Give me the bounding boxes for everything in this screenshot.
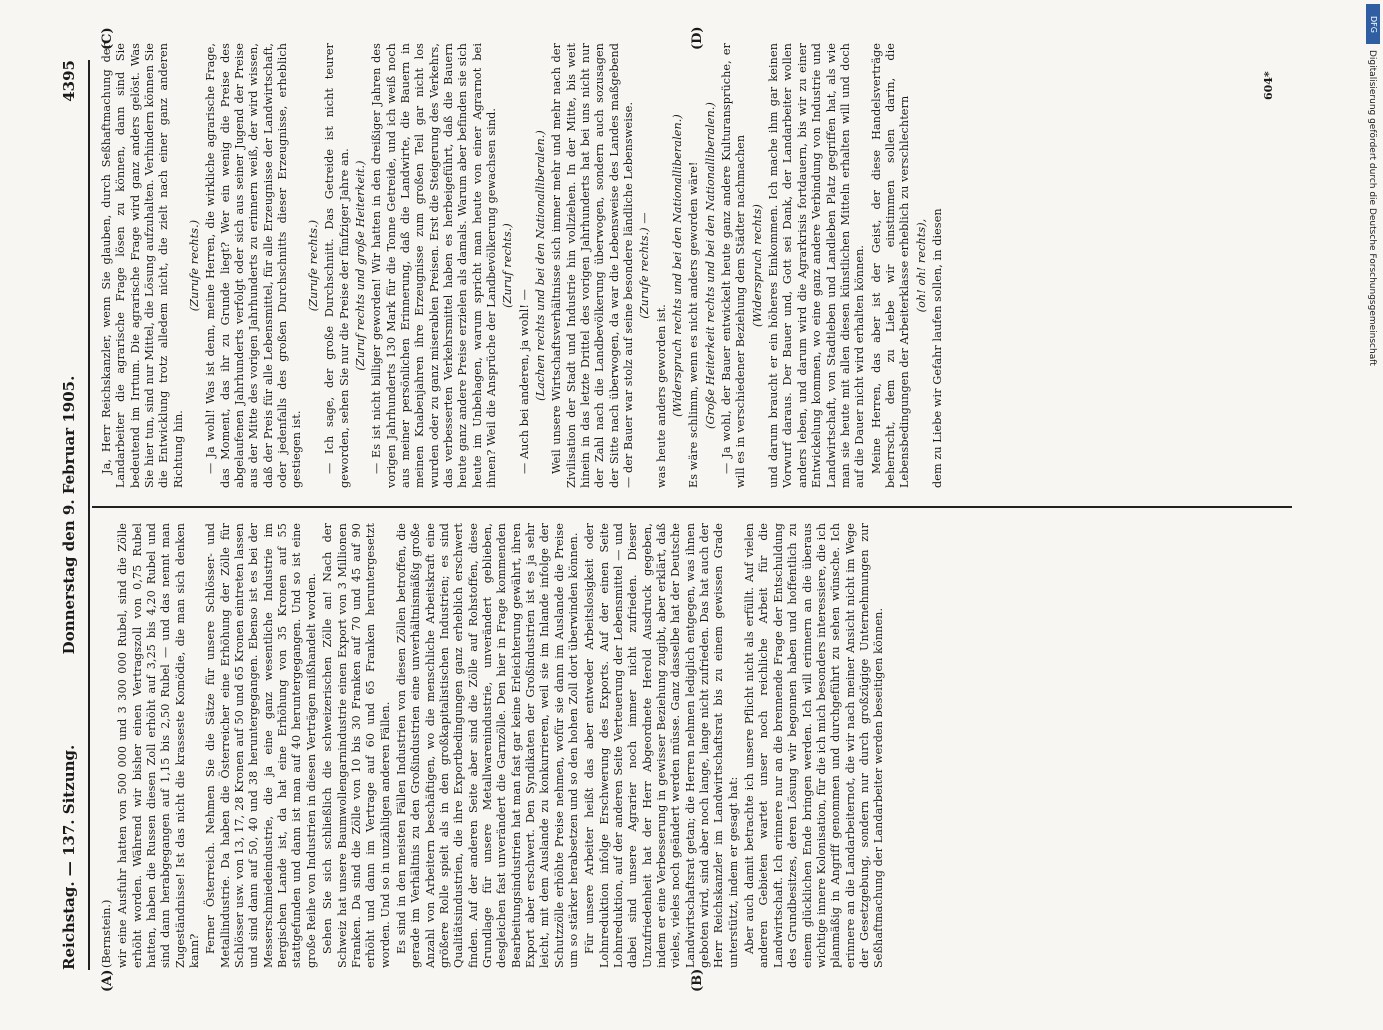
paragraph: Sehen Sie sich schließlich die schweizerischen Zölle an! Nach der Schweiz hat unsere Baumwollengarnindustrie einen Export von 3 Millionen Franken. Da sind die Zölle von 10 bis 30 Franken auf 70 und 45 auf 90 erhöht und dann im Vertrage auf 60 und 65 Franken heruntergesetzt worden. Und so in unzähligen anderen Fällen. (321, 523, 392, 968)
digitization-credit-text: Digitalisierung gefördert durch die Deutsche Forschungsgemeinschaft (1367, 50, 1377, 366)
paragraph: — Auch bei anderen, ja wohl! — (517, 289, 531, 474)
interjection: (Zuruf rechts und große Heiterkeit.) (353, 160, 367, 371)
right-column (100, 43, 947, 488)
paragraph: Für unsere Arbeiter heißt das aber entweder Arbeitslosigkeit oder Lohnreduktion infolge Erschwerung des Exports. Auf der einen Seite Lohnreduktion, auf der anderen Seite Verteuerung der Lebensmittel — und dabei sind unsere Agrarier noch immer nicht zufrieden. Dieser Unzufriedenheit hat der Herr Abgeordnete Herold Ausdruck gegeben, indem er eine Verbesserung in gewisser Beziehung zugibt, aber erklärt, daß vieles, vieles noch geändert werden müsse. Ganz dasselbe hat der Deutsche Landwirtschaftsrat getan; die Herren nehmen lediglich entgegen, was ihnen geboten wird, sind aber noch lange, lange nicht zufrieden. Das hat auch der Herr Reichskanzler im Landwirtschaftsrat bis zu einem gewissen Grade unterstützt, indem er gesagt hat: (583, 523, 740, 968)
header-title: Reichstag. — 137. Sitzung. (60, 744, 78, 970)
paragraph: wir eine Ausfuhr hatten von 500 000 und 3 300 000 Rubel, sind die Zölle erhöht worden. Während wir bisher einen Vertragszoll von 0,75 Rubel hatten, haben die Russen diesen Zoll erhöht auf 3,25 bis 4,20 Rubel und sind dann herabgegangen auf 1,15 bis 2,50 Rubel — und das nennt man Zugeständnisse! Ist das nicht die krasseste Komödie, die man sich denken kann? (116, 523, 202, 968)
margin-marker-c: (C) (100, 27, 115, 50)
column-divider (92, 506, 1292, 508)
speaker-label: (Bernstein.) (100, 899, 113, 968)
page-header (50, 60, 90, 970)
paragraph: — Ja wohl, der Bauer entwickelt heute ganz andere Kulturansprüche, er will es in verschiedener Beziehung dem Städter nachmachen (720, 43, 748, 488)
paragraph: dem zu Liebe wir Gefahr laufen sollen, in diesen (930, 208, 944, 488)
interjection: (Lachen rechts und bei den Nationalliberalen.) (533, 130, 547, 401)
paragraph: was heute anders geworden ist. (654, 304, 668, 488)
interjection: (Zuruf rechts.) (501, 223, 515, 308)
paragraph: — Ich sage, der große Durchschnitt. Das Getreide ist nicht teurer geworden, sehen Sie nur die Preise der fünfziger Jahre an. (323, 43, 351, 488)
margin-marker-b: (B) (690, 968, 705, 992)
dfg-logo: DFG (1366, 4, 1380, 44)
digitization-credit (1365, 50, 1379, 1030)
interjection: (Zurufe rechts.) (188, 219, 202, 312)
page-number: 4395 (60, 60, 78, 102)
interjection: (Große Heiterkeit rechts und bei den Nationalliberalen.) (703, 102, 717, 429)
paragraph: Aber auch damit betrachte ich unsere Pflicht nicht als erfüllt. Auf vielen anderen Gebieten wartet unser noch reichliche Arbeit für die Landwirtschaft. Ich erinnere nur an die brennende Frage der Entschuldung des Grundbesitzes, deren Lösung wir begonnen haben und hoffentlich zu einem glücklichen Ende bringen werden. Ich will erinnern an die überaus wichtige innere Kolonisation, für die ich mich besonders interessiere, die ich planmäßig in Angriff genommen und durchgeführt zu sehen wünsche. Ich erinnere an die Landarbeiternot, die wir nach meiner Ansicht nicht im Wege der Gesetzgebung, sondern nur durch großzügige Unternehmungen zur Seßhaftmachung der Landarbeiter werden beseitigen können. (743, 523, 886, 968)
margin-marker-d: (D) (690, 26, 705, 50)
header-rule (88, 60, 90, 970)
paragraph: Ja, Herr Reichskanzler, wenn Sie glauben, durch Seßhaftmachung der Landarbeiter die agrarische Frage lösen zu können, dann sind Sie bedeutend im Irrtum. Die agrarische Frage wird ganz anders gelöst. Was Sie hier tun, sind nur Mittel, die Lösung aufzuhalten. Verhindern können Sie die Entwicklung trotz alledem nicht, die zielt nach einer ganz anderen Richtung hin. (100, 43, 185, 488)
interjection: (Zurufe rechts.) (306, 219, 320, 312)
paragraph: und darum braucht er ein höheres Einkommen. Ich mache ihm gar keinen Vorwurf daraus. Der Bauer und, Gott sei Dank, der Landarbeiter wollen anders leben, und darum wird die Agrarkrisis fortdauern, bis wir zu einer Entwickelung kommen, wo eine ganz andere Verbindung von Industrie und Landwirtschaft, von Stadtleben und Landleben Platz gegriffen hat, als wie man sie heute mit allen diesen künstlichen Mitteln erhalten will und doch auf die Dauer nicht wird erhalten können. (767, 43, 867, 488)
interjection: (Widerspruch rechts) (750, 204, 764, 327)
signature-mark: 604* (1262, 71, 1275, 100)
paragraph: Es wäre schlimm, wenn es nicht anders geworden wäre! (687, 161, 701, 488)
paragraph: Es sind in den meisten Fällen Industrien von diesen Zöllen betroffen, die gerade im Verhältnis zu den Großindustrien eine unverhältnismäßig große Anzahl von Arbeitern beschäftigen, wo die menschliche Arbeitskraft eine größere Rolle spielt als in den großkapitalistischen Industrien; es sind Qualitätsindustrien, die ihre Exportbedingungen ganz erheblich erschwert finden. Auf der anderen Seite aber sind die Zölle auf Rohstoffen, diese Grundlage für unsere Metallwarenindustrie, unverändert geblieben, desgleichen fast unverändert die Garnzölle. Den hier in Frage kommenden Bearbeitungsindustrien hat man fast gar keine Erleichterung gewährt, ihren Export aber erschwert. Den Syndikaten der Großindustrien ist es ja sehr leicht, mit dem Auslande zu konkurrieren, weil sie im Inlande infolge der Schutzzölle erhöhte Preise nehmen, wofür sie dann im Auslande die Preise um so stärker herabsetzen und so den hohen Zoll dort überwinden können. (394, 523, 580, 968)
header-date: Donnerstag den 9. Februar 1905. (60, 375, 78, 655)
interjection: (Widerspruch rechts und bei den Nationalliberalen.) (671, 114, 685, 417)
paragraph: Meine Herren, das aber ist der Geist, der diese Handelsverträge beherrscht, dem zu Liebe wir einstimmen sollen darin, die Lebensbedingungen der Arbeiterklasse erheblich zu verschlechtern (869, 43, 912, 488)
paragraph: — Ja wohl! Was ist denn, meine Herren, die wirkliche agrarische Frage, das Moment, das ihr zu Grunde liegt? Wer ein wenig die Preise des abgelaufenen Jahrhunderts verfolgt oder sich aus seiner Jugend der Preise aus der Mitte des vorigen Jahrhunderts zu erinnern weiß, der wird wissen, daß der Preis für alle Lebensmittel, für alle Erzeugnisse der Landwirtschaft, oder jedenfalls des großen Durchschnitts dieser Erzeugnisse, erheblich gestiegen ist. (204, 43, 304, 488)
margin-marker-a: (A) (100, 969, 115, 992)
paragraph: Ferner Österreich. Nehmen Sie die Sätze für unsere Schlösser- und Metallindustrie. Da haben die Österreicher eine Erhöhung der Zölle für Schlösser usw. von 13, 17, 28 Kronen auf 50 und 65 Kronen eintreten lassen und sind dann auf 50, 40 und 38 heruntergegangen. Ebenso ist es bei der Messerschmiedeindustrie, die ja eine ganz wesentliche Industrie im Bergischen Lande ist, da hat eine Erhöhung von 35 Kronen auf 55 stattgefunden und dann ist man auf 40 heruntergegangen. Und so ist eine große Reihe von Industrien in diesen Verträgen mißhandelt worden. (204, 523, 318, 968)
interjection: (oh! oh! rechts), (914, 218, 928, 313)
left-column (100, 523, 889, 968)
interjection: (Zurufe rechts.) — (638, 212, 652, 319)
paragraph: Weil unsere Wirtschaftsverhältnisse sich immer mehr und mehr nach der Zivilisation der Stadt und Industrie hin vollziehen. In der Mitte, bis weit hinein in das letzte Drittel des vorigen Jahrhunderts hat bei uns nicht nur der Zahl nach die Landbevölkerung überwogen, sondern auch sozusagen der Sitte nach überwogen, da war die Lebensweise des Landes maßgebend — der Bauer war stolz auf seine besondere ländliche Lebensweise. (550, 43, 636, 488)
paragraph: — Es ist nicht billiger geworden! Wir hatten in den dreißiger Jahren des vorigen Jahrhunderts 130 Mark für die Tonne Getreide, und ich weiß noch aus meiner persönlichen Erinnerung, daß die Landwirte, die Bauern in meinen Knabenjahren ihre Erzeugnisse zum großen Teil gar nicht los wurden oder zu ganz miserablen Preisen. Erst die Steigerung des Verkehrs, das verbesserten Verkehrsmittel haben es herbeigeführt, daß die Bauern heute ganz andere Preise erzielen als damals. Warum aber befinden sie sich heute im Unbehagen, warum spricht man heute von einer Agrarnot bei ihnen? Weil die Ansprüche der Landbevölkerung gewachsen sind. (370, 43, 498, 488)
